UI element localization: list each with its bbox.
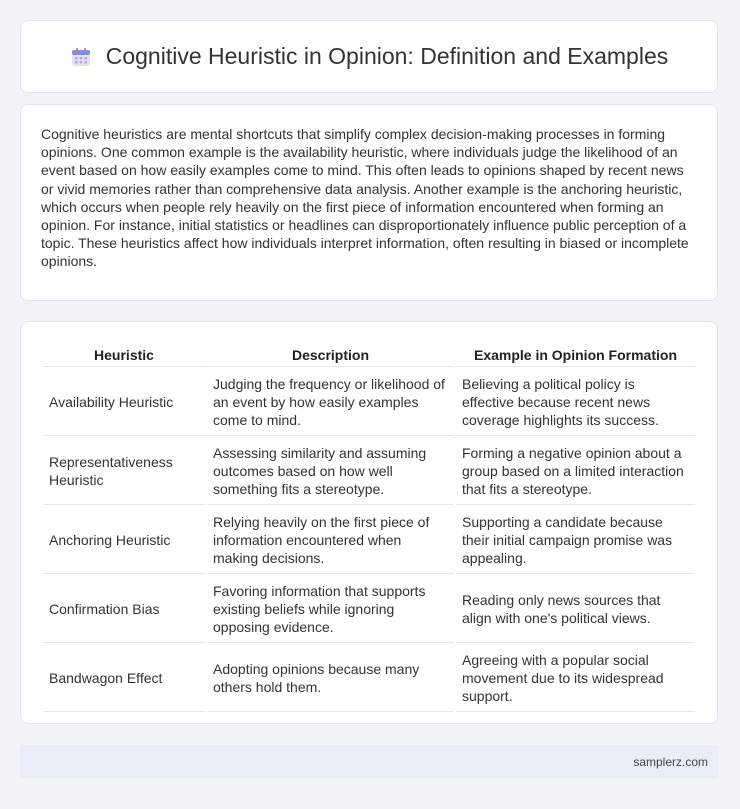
table-cell: Representativeness Heuristic [43, 438, 205, 505]
table-row [43, 438, 695, 505]
table-cell: Confirmation Bias [43, 576, 205, 643]
page-footer [20, 745, 718, 778]
intro-card [20, 104, 718, 301]
table-cell: Reading only news sources that align with one's political views. [456, 576, 695, 643]
table-cell: Supporting a candidate because their initial campaign promise was appealing. [456, 507, 695, 574]
intro-paragraph: Cognitive heuristics are mental shortcuts that simplify complex decision-making processes in forming opinions. One common example is the availability heuristic, where individuals judge the likelihood of an event based on how easily examples come to mind. This often leads to opinions shaped by recent news or vivid memories rather than comprehensive data analysis. Another example is the anchoring heuristic, which occurs when people rely heavily on the first piece of information encountered when forming an opinion. For instance, initial statistics or headlines can disproportionately influence public perception of a topic. These heuristics affect how individuals interpret information, often resulting in biased or incomplete opinions. [41, 126, 689, 270]
footer-site-link[interactable]: samplerz.com [633, 754, 708, 769]
heuristics-table [41, 342, 697, 714]
table-cell: Bandwagon Effect [43, 645, 205, 712]
table-cell: Adopting opinions because many others hold them. [207, 645, 454, 712]
table-cell: Assessing similarity and assuming outcomes based on how well something fits a stereotype. [207, 438, 454, 505]
column-header: Heuristic [43, 344, 205, 367]
heuristics-table-card [20, 321, 718, 724]
column-header: Example in Opinion Formation [456, 344, 695, 367]
table-cell: Anchoring Heuristic [43, 507, 205, 574]
table-cell: Relying heavily on the first piece of information encountered when making decisions. [207, 507, 454, 574]
table-row [43, 645, 695, 712]
table-cell: Availability Heuristic [43, 369, 205, 436]
table-cell: Believing a political policy is effective because recent news coverage highlights its success. [456, 369, 695, 436]
table-cell: Forming a negative opinion about a group based on a limited interaction that fits a stereotype. [456, 438, 695, 505]
table-row [43, 507, 695, 574]
table-cell: Agreeing with a popular social movement due to its widespread support. [456, 645, 695, 712]
table-cell: Judging the frequency or likelihood of an event by how easily examples come to mind. [207, 369, 454, 436]
table-row [43, 576, 695, 643]
page-header [20, 20, 718, 93]
page-title: Cognitive Heuristic in Opinion: Definition and Examples [105, 43, 669, 69]
table-row [43, 369, 695, 436]
table-cell: Favoring information that supports existing beliefs while ignoring opposing evidence. [207, 576, 454, 643]
column-header: Description [207, 344, 454, 367]
table-header-row [43, 344, 695, 367]
calendar-icon [70, 46, 92, 68]
